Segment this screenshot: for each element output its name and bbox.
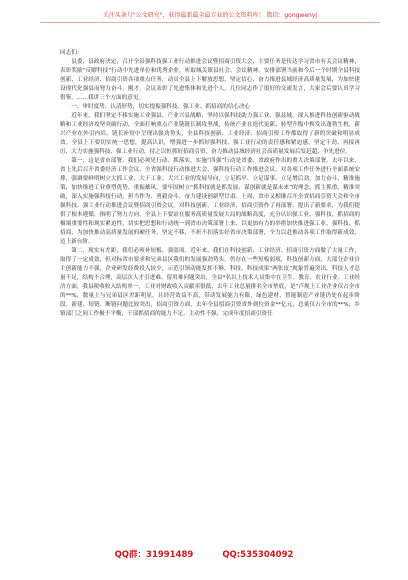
paragraph-overview: 近年来，我们坚定不移实施工业强县、产业兴县战略，坚持以强科技助力强工业、强县域，深入推进科技创新驱动战略和工业经济攻坚突破行动，全面打响重点产业链链长制攻坚战，传统产业在迭代更新、转型升级中焕发出蓬勃生机，新兴产业在外引内培、链长补短中呈现出强劲势头，全县科技创新、工业经济、招商引资工作都取得了新的突破和明显成效。全县上下要切实统一思想，提高认识，增强进一步抓好强科技、强工业行动的责任感和紧迫感，坚定干劲、再接再厉，大力实施强科技、强工业行动，持之以恒抓好招商引资，奋力推动县域经济社会高质量发展后发赶超、争先进位。 xyxy=(60,113,360,155)
paragraph-first-point: 第一，这是省市部署，我们必须见行动、抓落实。实施“四强”行动是省委、省政府作出的重大决策部署。去年以来，省上先后召开省委经济工作会议、全省强科技行动推进大会、强科技行动工作推进会议，对各项工作任务进行全面系统安排，强调要鲜明树立大抓工业、大干工业、大兴工业的发展导向，立足抓早、立足谋事、立足增后劲，加力奋斗、精准施策，加快推进工业重塑优势、重振雄风，要牢固树立“抓科技就是抓发展、谋创新就是谋未来”的理念，抓主抓重、精准突破，深入实施强科技行动，担当作为、勇毅奋斗，奋力建设创新型甘肃。上周，省市又相继召开全省招商引资大会和全市强科技、强工业行动推进会议暨招商引资会议，对科技创新、工业经济、招商引资作了再部署、提出了新要求，为我们提供了根本遵循，指明了努力方向。全县上下要站在服务高质量发展大局的战略高度，充分认识强工业、强科技、抓招商的极端重要性和现实紧迫性，切实把思想和行动统一到省市决策部署上来，以更加有力的举措加快推进强工业、强科技、抓招商，为加快推动高质量发展的硬任务，坚定不移、不折不扣落实好省市决策部署，全力以赴推动各项工作取得新成效、迈上新台阶。 xyxy=(60,158,360,245)
contact-footer xyxy=(0,548,408,560)
document-body xyxy=(60,49,360,319)
header-banner xyxy=(40,12,380,23)
banner-text: 关注头条号"公文研究"，获得最新最全最专业的公文资料库！ 微信：gongwenyj xyxy=(40,12,380,23)
salutation: 同志们： xyxy=(60,50,83,56)
qq-group-label: QQ群：31991489 xyxy=(114,550,194,560)
paragraph-second-point: 第二，现实有差距，我们必须补短板、强弱项。近年来，我们在科技创新、工业经济、招商引资方面做了大量工作，取得了一定成效，但对标省市要求和兄弟县区我们的发展强劲势头，仍存在一些短板弱项，科技创新方面，大部分企业自主创新能力不强，企业研发经费投入较少，示范引领动能发挥不够，科技、科技成果“两张皮”现象普遍突出，科技人才总量不足，结构不合理，高层次人才引进难、留用难问题突出，全县*名以上技术人员集中在卫生、教育、农业行业。工业经济方面，我县税收收入结构单一，工业对财政收入贡献率很低，去年工业总量排名全市垫底，是“卢规上工业企业仅占全市的**%，数量上与兄弟县区差距明显，且经营效益不高，带动发展能力有限，绿色建材、智能制造产业链仍处在起步阶段，新建、短链、断链问题比较突出，招商引资方面，去年全县招商引资省外到位资金**亿元，总量仅占全市的**%，乡镇部门之间工作极不平衡，干部抓招商的能力不足、主动性不强，完成年度招商引资任 xyxy=(60,248,360,317)
section-heading: 一、审时度势、认清形势，切实提振强科技、强工业、抓招商的信心决心 xyxy=(71,104,251,110)
paragraph-intro: 县委、县政府决定，召开全县强科技强工业行动推进会议暨招商引资大会，主要任务是传达学习省市有关会议精神，表彰奖励“反曜科技”行动中先进单位和优秀企业，听取城关镇县社会、会议精神，安排部署当前和今后一个时期全县科技创新、工业经济、招商引资各项重点任务，动员全县上下解放思想，坚定信心，奋力推进县域经济高质量发展，为加快建设现代化强县而努力奋斗。刚才，会议表彰了先进集体和先进个人，几位同志作了很好的交流发言，大家会后要认真学习借鉴。……我讲三个方面的意见。 xyxy=(60,59,360,101)
qq-label: QQ:535304092 xyxy=(222,550,294,560)
